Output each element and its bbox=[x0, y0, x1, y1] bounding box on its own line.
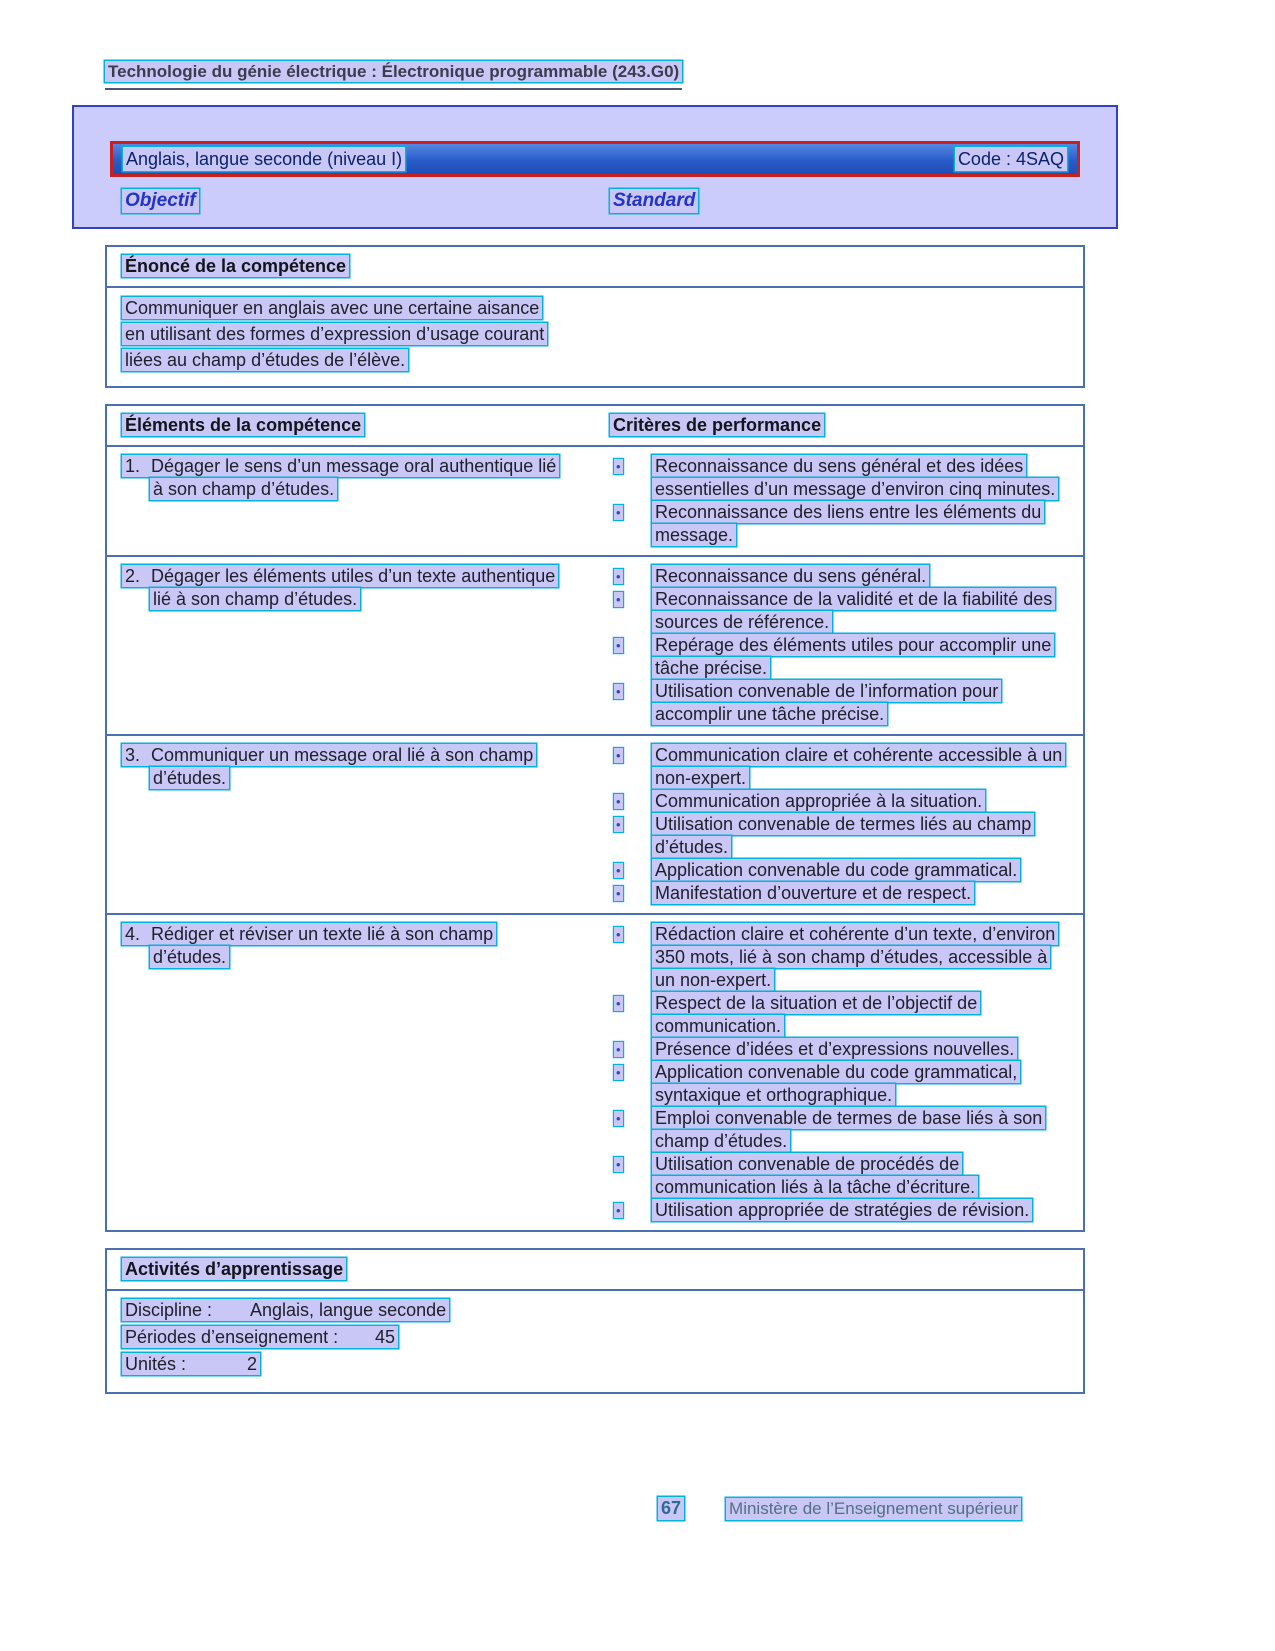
element-text: Dégager le sens d’un message oral authentique lié à son champ d’études. bbox=[151, 456, 557, 499]
criterion bbox=[610, 992, 1071, 1038]
bullet-icon: • bbox=[616, 638, 621, 653]
criterion bbox=[610, 744, 1071, 790]
course-title-bar bbox=[110, 141, 1080, 177]
objectif-label: Objectif bbox=[122, 189, 199, 213]
criterion-text: Manifestation d’ouverture et de respect. bbox=[652, 882, 974, 904]
element-text: Communiquer un message oral lié à son champ d’études. bbox=[151, 745, 534, 788]
criterion-text: Reconnaissance du sens général et des idées essentielles d’un message d’environ cinq minutes. bbox=[652, 455, 1058, 500]
criterion bbox=[610, 634, 1071, 680]
criteria-cell bbox=[610, 742, 1083, 907]
activity-row bbox=[122, 1353, 1068, 1376]
enonce-body bbox=[107, 288, 1083, 386]
activity-row bbox=[122, 1299, 1068, 1322]
criterion bbox=[610, 588, 1071, 634]
criteria-cell bbox=[610, 921, 1083, 1224]
criterion bbox=[610, 1107, 1071, 1153]
bullet-icon: • bbox=[616, 927, 621, 942]
criterion-text: Communication claire et cohérente accessible à un non-expert. bbox=[652, 744, 1065, 789]
elements-header: Éléments de la compétence bbox=[122, 414, 364, 436]
criteria-cell bbox=[610, 453, 1083, 549]
bullet-icon: • bbox=[616, 592, 621, 607]
criterion bbox=[610, 680, 1071, 726]
elements-cell bbox=[107, 563, 610, 728]
criterion-text: Reconnaissance de la validité et de la fiabilité des sources de référence. bbox=[652, 588, 1055, 633]
criterion bbox=[610, 565, 1071, 588]
enonce-line: en utilisant des formes d’expression d’usage courant bbox=[122, 323, 547, 345]
bullet-icon: • bbox=[616, 1111, 621, 1126]
table-row bbox=[107, 447, 1083, 555]
table-header-row bbox=[107, 406, 1083, 447]
criterion bbox=[610, 1061, 1071, 1107]
enonce-line: liées au champ d’études de l’élève. bbox=[122, 349, 408, 371]
element-number: 4. bbox=[125, 924, 141, 944]
criterion-text: Présence d’idées et d’expressions nouvelles. bbox=[652, 1038, 1017, 1060]
criterion bbox=[610, 1199, 1071, 1222]
bullet-icon: • bbox=[616, 505, 621, 520]
bullet-icon: • bbox=[616, 996, 621, 1011]
standard-label: Standard bbox=[610, 189, 698, 213]
enonce-panel bbox=[105, 245, 1085, 388]
bullet-icon: • bbox=[616, 863, 621, 878]
criterion bbox=[610, 501, 1071, 547]
document-header-text: Technologie du génie électrique : Électronique programmable (243.G0) bbox=[105, 61, 682, 82]
document-header bbox=[105, 62, 682, 90]
criterion-text: Utilisation convenable de procédés de communication liés à la tâche d’écriture. bbox=[652, 1153, 978, 1198]
element-number: 1. bbox=[125, 456, 141, 476]
activity-value: 45 bbox=[375, 1327, 396, 1347]
bullet-icon: • bbox=[616, 1065, 621, 1080]
criterion bbox=[610, 1153, 1071, 1199]
element-item bbox=[122, 565, 565, 611]
enonce-title-row bbox=[107, 247, 1083, 288]
criteres-header: Critères de performance bbox=[610, 414, 824, 436]
bullet-icon: • bbox=[616, 1203, 621, 1218]
criterion-text: Utilisation convenable de l’information pour accomplir une tâche précise. bbox=[652, 680, 1001, 725]
elements-cell bbox=[107, 742, 610, 907]
element-item bbox=[122, 455, 565, 501]
bullet-icon: • bbox=[616, 684, 621, 699]
activity-value: Anglais, langue seconde bbox=[250, 1300, 447, 1320]
bullet-icon: • bbox=[616, 459, 621, 474]
enonce-line: Communiquer en anglais avec une certaine aisance bbox=[122, 297, 542, 319]
criterion-text: Utilisation convenable de termes liés au champ d’études. bbox=[652, 813, 1034, 858]
criterion bbox=[610, 790, 1071, 813]
criterion-text: Rédaction claire et cohérente d’un texte, d’environ 350 mots, lié à son champ d’études, accessible à un non-expert. bbox=[652, 923, 1058, 991]
criterion bbox=[610, 455, 1071, 501]
element-item bbox=[122, 923, 565, 969]
course-banner-panel bbox=[72, 105, 1118, 229]
criterion bbox=[610, 1038, 1071, 1061]
page-number: 67 bbox=[658, 1497, 684, 1520]
competence-table bbox=[105, 404, 1085, 1232]
elements-cell bbox=[107, 453, 610, 549]
element-item bbox=[122, 744, 565, 790]
table-row bbox=[107, 913, 1083, 1230]
criterion bbox=[610, 813, 1071, 859]
element-number: 2. bbox=[125, 566, 141, 586]
criteres-header-cell bbox=[610, 406, 1083, 445]
bullet-icon: • bbox=[616, 1042, 621, 1057]
bullet-icon: • bbox=[616, 748, 621, 763]
bullet-icon: • bbox=[616, 569, 621, 584]
element-text: Rédiger et réviser un texte lié à son champ d’études. bbox=[151, 924, 494, 967]
activity-label: Unités : bbox=[125, 1354, 187, 1374]
elements-cell bbox=[107, 921, 610, 1224]
criterion-text: Emploi convenable de termes de base liés à son champ d’études. bbox=[652, 1107, 1045, 1152]
criterion-text: Application convenable du code grammatical. bbox=[652, 859, 1020, 881]
activity-value: 2 bbox=[247, 1354, 258, 1374]
bullet-icon: • bbox=[616, 886, 621, 901]
criteria-cell bbox=[610, 563, 1083, 728]
criterion bbox=[610, 859, 1071, 882]
criterion bbox=[610, 923, 1071, 992]
criterion-text: Application convenable du code grammatical, syntaxique et orthographique. bbox=[652, 1061, 1020, 1106]
activites-panel bbox=[105, 1248, 1085, 1394]
activites-title: Activités d’apprentissage bbox=[122, 1258, 346, 1280]
table-row bbox=[107, 555, 1083, 734]
criterion-text: Utilisation appropriée de stratégies de révision. bbox=[652, 1199, 1032, 1221]
criterion-text: Communication appropriée à la situation. bbox=[652, 790, 985, 812]
footer-ministry: Ministère de l’Enseignement supérieur bbox=[726, 1498, 1021, 1520]
criterion-text: Repérage des éléments utiles pour accomplir une tâche précise. bbox=[652, 634, 1054, 679]
activity-label: Discipline : bbox=[125, 1300, 213, 1320]
element-number: 3. bbox=[125, 745, 141, 765]
course-code: Code : 4SAQ bbox=[955, 147, 1067, 171]
criterion-text: Respect de la situation et de l’objectif de communication. bbox=[652, 992, 980, 1037]
activites-title-row bbox=[107, 1250, 1083, 1291]
page-footer bbox=[658, 1497, 1021, 1520]
criterion-text: Reconnaissance du sens général. bbox=[652, 565, 929, 587]
course-title: Anglais, langue seconde (niveau I) bbox=[123, 147, 405, 171]
activity-label: Périodes d’enseignement : bbox=[125, 1327, 339, 1347]
table-row bbox=[107, 734, 1083, 913]
bullet-icon: • bbox=[616, 817, 621, 832]
column-labels-row bbox=[110, 189, 1080, 217]
criterion-text: Reconnaissance des liens entre les éléments du message. bbox=[652, 501, 1044, 546]
element-text: Dégager les éléments utiles d’un texte authentique lié à son champ d’études. bbox=[151, 566, 556, 609]
enonce-title: Énoncé de la compétence bbox=[122, 255, 349, 277]
activites-body bbox=[107, 1291, 1083, 1392]
activity-row bbox=[122, 1326, 1068, 1349]
criterion bbox=[610, 882, 1071, 905]
bullet-icon: • bbox=[616, 1157, 621, 1172]
bullet-icon: • bbox=[616, 794, 621, 809]
elements-header-cell bbox=[107, 406, 610, 445]
